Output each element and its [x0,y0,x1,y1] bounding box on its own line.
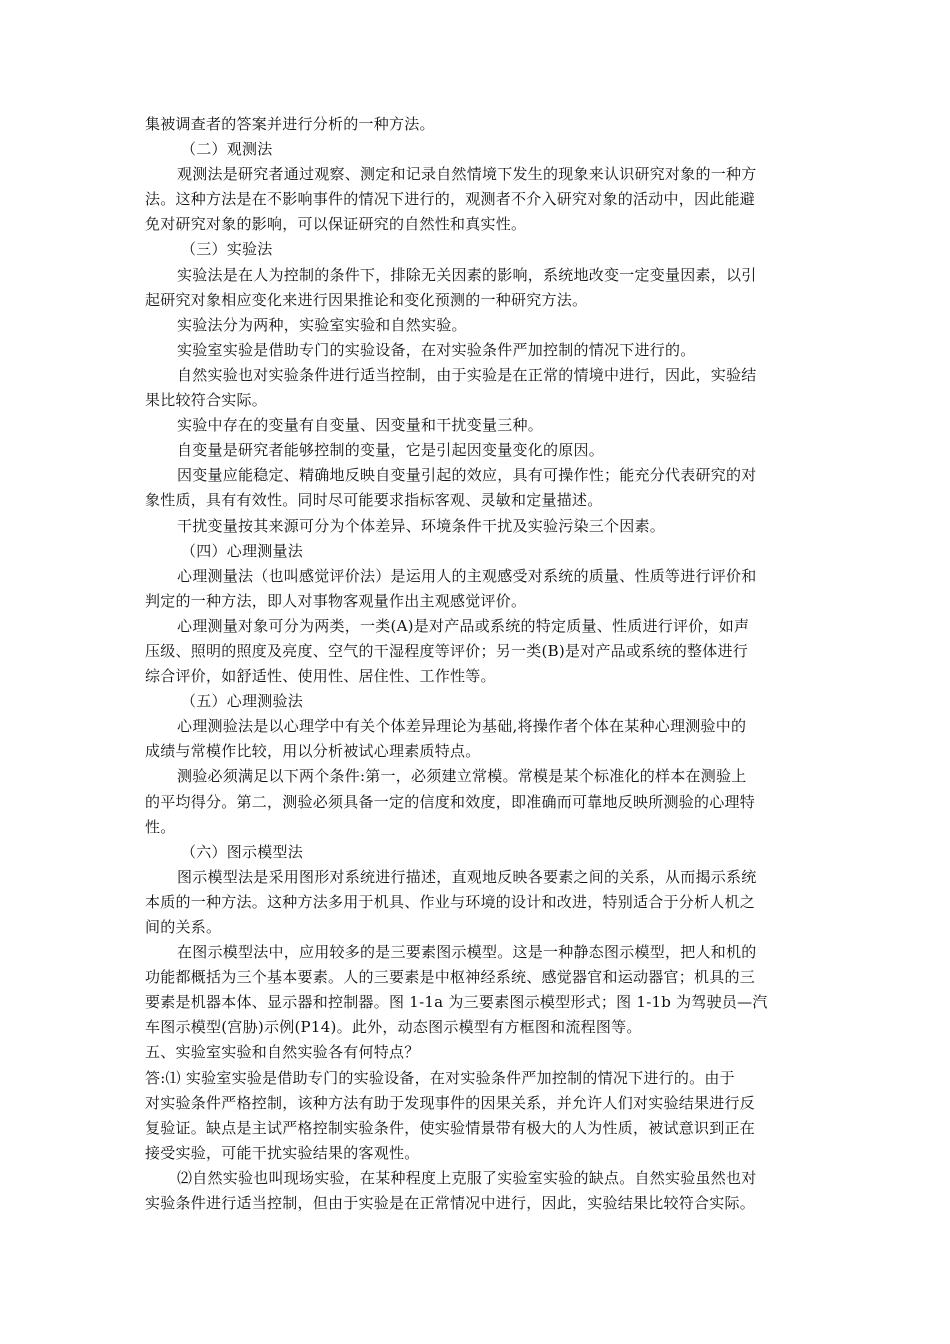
section-heading: （二）观测法 [181,140,273,159]
text-line: 实验中存在的变量有自变量、因变量和干扰变量三种。 [177,416,544,435]
text-line: 对实验条件严格控制，该种方法有助于发现事件的因果关系，并允许人们对实验结果进行反 [145,1093,756,1112]
document-page [145,112,810,1216]
text-line: 因变量应能稳定、精确地反映自变量引起的效应，具有可操作性；能充分代表研究的对 [177,466,757,485]
text-line: 要素是机器本体、显示器和控制器。图 1-1a 为三要素图示模型形式；图 1-1b 为驾驶员—汽 [145,993,768,1012]
text-line: 心理测量法（也叫感觉评价法）是运用人的主观感受对系统的质量、性质等进行评价和 [177,566,757,585]
text-line: 间的关系。 [145,918,222,936]
text-line: 实验法分为两种，实验室实验和自然实验。 [177,315,467,334]
text-line: 在图示模型法中，应用较多的是三要素图示模型。这是一种静态图示模型，把人和机的 [177,943,757,962]
text-line: 干扰变量按其来源可分为个体差异、环境条件干扰及实验污染三个因素。 [177,516,666,535]
text-line: 自变量是研究者能够控制的变量，它是引起因变量变化的原因。 [177,441,605,460]
text-line: 自然实验也对实验条件进行适当控制，由于实验是在正常的情境中进行，因此，实验结 [177,365,757,384]
text-line: 功能都概括为三个基本要素。人的三要素是中枢神经系统、感觉器官和运动器官；机具的三 [145,968,756,987]
section-heading: （三）实验法 [181,240,273,259]
section-heading: （六）图示模型法 [181,842,304,861]
text-line: 车图示模型(宫胁)示例(P14)。此外，动态图示模型有方框图和流程图等。 [145,1018,642,1037]
text-line: 五、实验室实验和自然实验各有何特点？ [145,1043,420,1062]
text-line: 心理测量对象可分为两类，一类(A)是对产品或系统的特定质量、性质进行评价，如声 [177,616,750,635]
text-line: 性。 [145,817,176,836]
text-line: 实验室实验是借助专门的实验设备，在对实验条件严加控制的情况下进行的。 [177,340,696,359]
text-line: 实验条件进行适当控制，但由于实验是在正常情况中进行，因此，实验结果比较符合实际。 [145,1194,756,1213]
section-heading: （四）心理测量法 [181,541,304,560]
text-line: 的平均得分。第二，测验必须具备一定的信度和效度，即准确而可靠地反映所测验的心理特 [145,792,756,811]
text-line: 答:⑴ 实验室实验是借助专门的实验设备，在对实验条件严加控制的情况下进行的。由于 [145,1068,735,1087]
text-line: 压级、照明的照度及亮度、空气的干湿程度等评价；另一类(B)是对产品或系统的整体进行 [145,641,748,660]
text-line: 接受实验，可能干扰实验结果的客观性。 [145,1143,420,1162]
text-line: 法。这种方法是在不影响事件的情况下进行的，观测者不介入研究对象的活动中，因此能避 [145,190,756,209]
section-heading: （五）心理测验法 [181,692,304,711]
text-line: 果比较符合实际。 [145,391,268,410]
text-line: 图示模型法是采用图形对系统进行描述，直观地反映各要素之间的关系，从而揭示系统 [177,867,757,886]
text-line: 实验法是在人为控制的条件下，排除无关因素的影响，系统地改变一定变量因素，以引 [177,265,757,284]
text-line: 本质的一种方法。这种方法多用于机具、作业与环境的设计和改进，特别适合于分析人机之 [145,892,756,911]
text-line: 测验必须满足以下两个条件:第一，必须建立常模。常模是某个标准化的样本在测验上 [177,767,747,786]
text-line: 集被调查者的答案并进行分析的一种方法。 [145,115,435,133]
text-line: 起研究对象相应变化来进行因果推论和变化预测的一种研究方法。 [145,290,588,309]
text-line: 免对研究对象的影响，可以保证研究的自然性和真实性。 [145,215,527,234]
text-line: ⑵自然实验也叫现场实验，在某种程度上克服了实验室实验的缺点。自然实验虽然也对 [177,1168,757,1187]
text-line: 观测法是研究者通过观察、测定和记录自然情境下发生的现象来认识研究对象的一种方 [177,165,757,184]
text-line: 成绩与常模作比较，用以分析被试心理素质特点。 [145,742,481,761]
text-line: 心理测验法是以心理学中有关个体差异理论为基础,将操作者个体在某种心理测验中的 [177,717,747,736]
text-line: 判定的一种方法，即人对事物客观量作出主观感觉评价。 [145,591,527,610]
text-line: 复验证。缺点是主试严格控制实验条件，使实验情景带有极大的人为性质，被试意识到正在 [145,1118,756,1137]
text-line: 象性质，具有有效性。同时尽可能要求指标客观、灵敏和定量描述。 [145,491,603,510]
text-line: 综合评价，如舒适性、使用性、居住性、工作性等。 [145,667,496,686]
